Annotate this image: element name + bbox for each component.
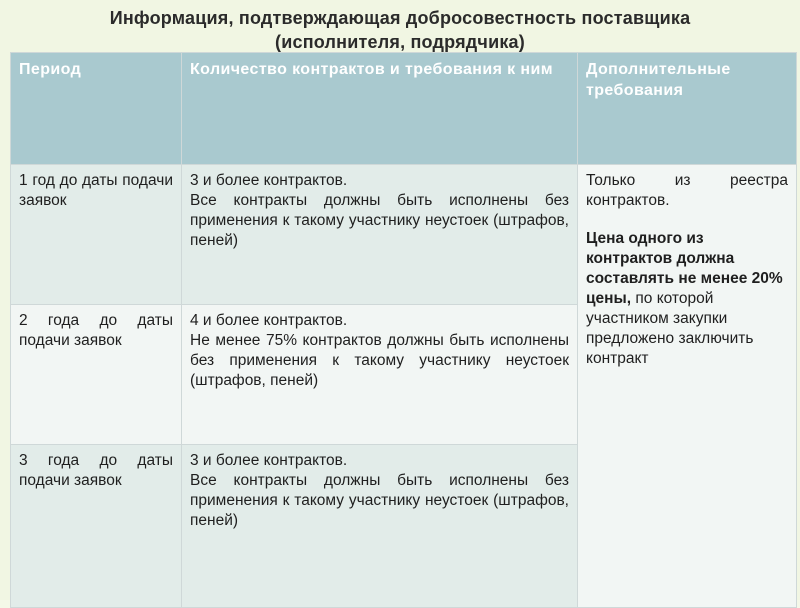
contracts-cell xyxy=(182,445,578,608)
table-header-row xyxy=(11,53,797,165)
contracts-cell xyxy=(182,165,578,305)
contract-count: 4 и более контрактов. xyxy=(190,312,348,329)
header-period: Период xyxy=(11,53,182,165)
spacer xyxy=(586,211,788,229)
period-cell: 3 года до даты подачи заявок xyxy=(11,445,182,608)
extra-rest-text: по которой участником закупки предложено заключить контракт xyxy=(586,290,754,367)
contracts-cell xyxy=(182,305,578,445)
contract-requirement: Все контракты должны быть исполнены без применения к такому участнику неустоек (штрафов, пеней) xyxy=(190,192,569,249)
extra-requirements-cell xyxy=(578,165,797,608)
page-title-line-1: Информация, подтверждающая добросовестность поставщика xyxy=(109,8,691,28)
page-title-line-2: (исполнителя, подрядчика) xyxy=(275,32,525,52)
extra-intro: Только из реестра контрактов. xyxy=(586,172,788,209)
extra-price-requirement xyxy=(586,230,783,367)
header-contract-count: Количество контрактов и требования к ним xyxy=(182,53,578,165)
contract-count: 3 и более контрактов. xyxy=(190,452,348,469)
page-title xyxy=(0,6,800,54)
header-extra-requirements: Дополнительные требования xyxy=(578,53,797,165)
contract-requirement: Все контракты должны быть исполнены без применения к такому участнику неустоек (штрафов, пеней) xyxy=(190,472,569,529)
extra-bold-text: Цена одного из контрактов должна составлять не менее 20% цены, xyxy=(586,230,783,307)
table-row xyxy=(11,165,797,305)
period-cell: 2 года до даты подачи заявок xyxy=(11,305,182,445)
period-cell: 1 год до даты подачи заявок xyxy=(11,165,182,305)
contract-requirement: Не менее 75% контрактов должны быть исполнены без применения к такому участнику неустоек (штрафов, пеней) xyxy=(190,332,569,389)
contract-count: 3 и более контрактов. xyxy=(190,172,348,189)
supplier-integrity-table xyxy=(10,52,797,608)
